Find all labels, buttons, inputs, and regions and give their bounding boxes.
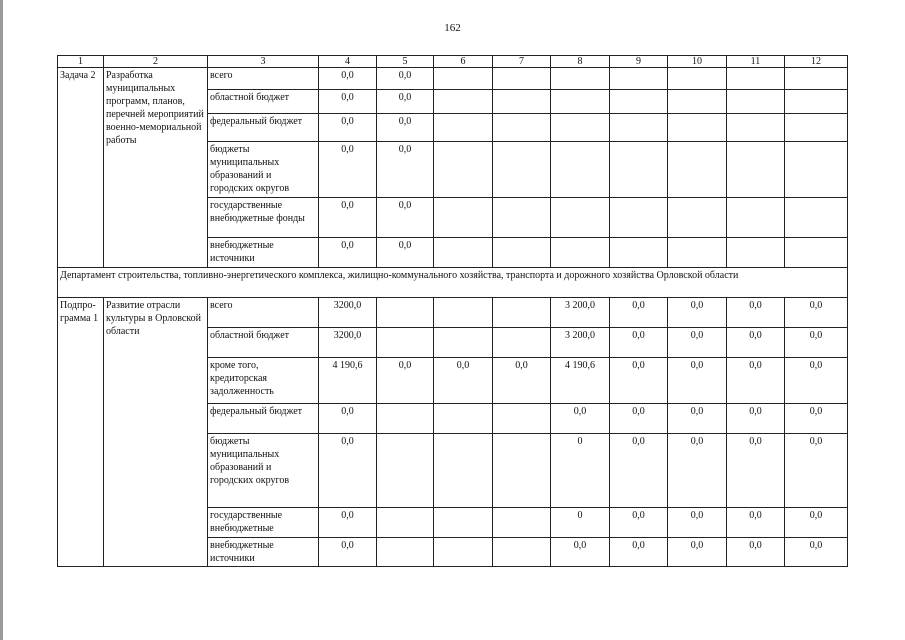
empty-cell xyxy=(785,90,848,114)
value-cell xyxy=(493,404,551,434)
value-cell: 0,0 xyxy=(610,298,668,328)
funding-source-cell: федеральный бюджет xyxy=(208,114,319,142)
column-number-cell: 12 xyxy=(785,56,848,68)
empty-cell xyxy=(493,142,551,198)
value-cell: 0,0 xyxy=(610,358,668,404)
empty-cell xyxy=(610,68,668,90)
value-cell: 0,0 xyxy=(319,114,377,142)
column-number-cell: 11 xyxy=(727,56,785,68)
value-cell: 0,0 xyxy=(785,538,848,567)
page-edge-line xyxy=(0,0,3,640)
value-cell: 0,0 xyxy=(785,358,848,404)
column-number-cell: 4 xyxy=(319,56,377,68)
empty-cell xyxy=(610,114,668,142)
value-cell xyxy=(434,328,493,358)
empty-cell xyxy=(434,114,493,142)
value-cell: 0,0 xyxy=(377,238,434,268)
table-row xyxy=(58,68,848,90)
page-number: 162 xyxy=(444,22,461,34)
empty-cell xyxy=(493,114,551,142)
empty-cell xyxy=(434,90,493,114)
empty-cell xyxy=(668,238,727,268)
value-cell xyxy=(434,508,493,538)
funding-source-cell: областной бюджет xyxy=(208,328,319,358)
empty-cell xyxy=(434,198,493,238)
column-number-cell: 8 xyxy=(551,56,610,68)
funding-source-cell: кроме того, кредиторская задолженность xyxy=(208,358,319,404)
value-cell xyxy=(493,298,551,328)
value-cell: 0,0 xyxy=(668,434,727,508)
empty-cell xyxy=(551,90,610,114)
value-cell xyxy=(493,538,551,567)
value-cell xyxy=(434,404,493,434)
value-cell: 0,0 xyxy=(319,238,377,268)
value-cell: 0,0 xyxy=(493,358,551,404)
value-cell: 0 xyxy=(551,434,610,508)
value-cell: 0,0 xyxy=(668,538,727,567)
value-cell: 4 190,6 xyxy=(319,358,377,404)
value-cell: 0,0 xyxy=(668,404,727,434)
value-cell xyxy=(493,434,551,508)
column-number-cell: 5 xyxy=(377,56,434,68)
funding-source-cell: бюджеты муниципальных образований и городских округов xyxy=(208,434,319,508)
value-cell: 0,0 xyxy=(610,328,668,358)
value-cell: 0,0 xyxy=(319,508,377,538)
funding-source-cell: государственные внебюджетные фонды xyxy=(208,198,319,238)
department-cell: Департамент строительства, топливно-энергетического комплекса, жилищно-коммунального хозяйства, транспорта и дорожного хозяйства Орловской области xyxy=(58,268,848,298)
value-cell: 0,0 xyxy=(319,538,377,567)
funding-source-cell: внебюджетные источники xyxy=(208,538,319,567)
empty-cell xyxy=(785,68,848,90)
budget-table xyxy=(57,55,848,567)
value-cell: 0,0 xyxy=(727,328,785,358)
value-cell: 0,0 xyxy=(785,434,848,508)
value-cell: 0 xyxy=(551,508,610,538)
value-cell: 0,0 xyxy=(785,508,848,538)
value-cell: 0,0 xyxy=(319,434,377,508)
subprogram-code-cell: Подпро-грамма 1 xyxy=(58,298,104,567)
table-row xyxy=(58,298,848,328)
value-cell: 0,0 xyxy=(785,404,848,434)
empty-cell xyxy=(785,114,848,142)
empty-cell xyxy=(493,238,551,268)
value-cell: 3200,0 xyxy=(319,328,377,358)
value-cell xyxy=(434,538,493,567)
value-cell: 0,0 xyxy=(727,508,785,538)
empty-cell xyxy=(493,90,551,114)
value-cell: 0,0 xyxy=(727,404,785,434)
value-cell xyxy=(493,328,551,358)
empty-cell xyxy=(493,198,551,238)
column-number-cell: 3 xyxy=(208,56,319,68)
value-cell: 0,0 xyxy=(319,404,377,434)
empty-cell xyxy=(727,238,785,268)
funding-source-cell: федеральный бюджет xyxy=(208,404,319,434)
value-cell: 0,0 xyxy=(319,142,377,198)
column-number-cell: 7 xyxy=(493,56,551,68)
value-cell xyxy=(377,508,434,538)
value-cell xyxy=(377,434,434,508)
value-cell xyxy=(434,298,493,328)
empty-cell xyxy=(727,198,785,238)
task-name-cell: Разработка муниципальных программ, планов, перечней мероприятий военно-мемориальной работы xyxy=(104,68,208,268)
value-cell: 0,0 xyxy=(727,538,785,567)
value-cell: 0,0 xyxy=(377,358,434,404)
empty-cell xyxy=(668,142,727,198)
empty-cell xyxy=(668,68,727,90)
empty-cell xyxy=(610,142,668,198)
empty-cell xyxy=(551,114,610,142)
value-cell: 0,0 xyxy=(668,298,727,328)
value-cell: 0,0 xyxy=(727,358,785,404)
value-cell: 0,0 xyxy=(668,328,727,358)
column-number-cell: 10 xyxy=(668,56,727,68)
value-cell: 0,0 xyxy=(610,508,668,538)
empty-cell xyxy=(727,114,785,142)
value-cell: 0,0 xyxy=(610,538,668,567)
empty-cell xyxy=(610,198,668,238)
value-cell xyxy=(434,434,493,508)
value-cell: 0,0 xyxy=(551,538,610,567)
empty-cell xyxy=(493,68,551,90)
empty-cell xyxy=(434,142,493,198)
empty-cell xyxy=(551,198,610,238)
budget-table-body xyxy=(58,56,848,567)
empty-cell xyxy=(551,68,610,90)
value-cell: 3200,0 xyxy=(319,298,377,328)
empty-cell xyxy=(610,238,668,268)
value-cell: 0,0 xyxy=(727,298,785,328)
value-cell xyxy=(377,298,434,328)
subprogram-name-cell: Развитие отрасли культуры в Орловской области xyxy=(104,298,208,567)
funding-source-cell: всего xyxy=(208,298,319,328)
value-cell: 3 200,0 xyxy=(551,328,610,358)
column-number-cell: 1 xyxy=(58,56,104,68)
value-cell: 0,0 xyxy=(551,404,610,434)
empty-cell xyxy=(434,68,493,90)
empty-cell xyxy=(785,198,848,238)
empty-cell xyxy=(610,90,668,114)
value-cell: 0,0 xyxy=(610,404,668,434)
value-cell: 0,0 xyxy=(377,198,434,238)
department-row xyxy=(58,268,848,298)
value-cell xyxy=(377,328,434,358)
empty-cell xyxy=(727,142,785,198)
column-number-cell: 6 xyxy=(434,56,493,68)
value-cell: 0,0 xyxy=(319,198,377,238)
value-cell: 0,0 xyxy=(377,68,434,90)
empty-cell xyxy=(785,142,848,198)
column-number-cell: 9 xyxy=(610,56,668,68)
funding-source-cell: всего xyxy=(208,68,319,90)
empty-cell xyxy=(551,142,610,198)
empty-cell xyxy=(668,90,727,114)
value-cell xyxy=(493,508,551,538)
value-cell: 3 200,0 xyxy=(551,298,610,328)
value-cell: 0,0 xyxy=(377,114,434,142)
value-cell: 4 190,6 xyxy=(551,358,610,404)
value-cell: 0,0 xyxy=(785,328,848,358)
value-cell: 0,0 xyxy=(785,298,848,328)
empty-cell xyxy=(551,238,610,268)
empty-cell xyxy=(727,68,785,90)
empty-cell xyxy=(668,198,727,238)
value-cell: 0,0 xyxy=(319,90,377,114)
value-cell: 0,0 xyxy=(377,142,434,198)
empty-cell xyxy=(668,114,727,142)
value-cell xyxy=(377,404,434,434)
funding-source-cell: областной бюджет xyxy=(208,90,319,114)
column-number-cell: 2 xyxy=(104,56,208,68)
funding-source-cell: внебюджетные источники xyxy=(208,238,319,268)
value-cell: 0,0 xyxy=(610,434,668,508)
empty-cell xyxy=(434,238,493,268)
task-code-cell: Задача 2 xyxy=(58,68,104,268)
value-cell: 0,0 xyxy=(377,90,434,114)
value-cell: 0,0 xyxy=(319,68,377,90)
empty-cell xyxy=(785,238,848,268)
funding-source-cell: государственные внебюджетные xyxy=(208,508,319,538)
column-number-row xyxy=(58,56,848,68)
value-cell: 0,0 xyxy=(668,508,727,538)
value-cell: 0,0 xyxy=(434,358,493,404)
funding-source-cell: бюджеты муниципальных образований и городских округов xyxy=(208,142,319,198)
value-cell: 0,0 xyxy=(668,358,727,404)
empty-cell xyxy=(727,90,785,114)
value-cell xyxy=(377,538,434,567)
value-cell: 0,0 xyxy=(727,434,785,508)
